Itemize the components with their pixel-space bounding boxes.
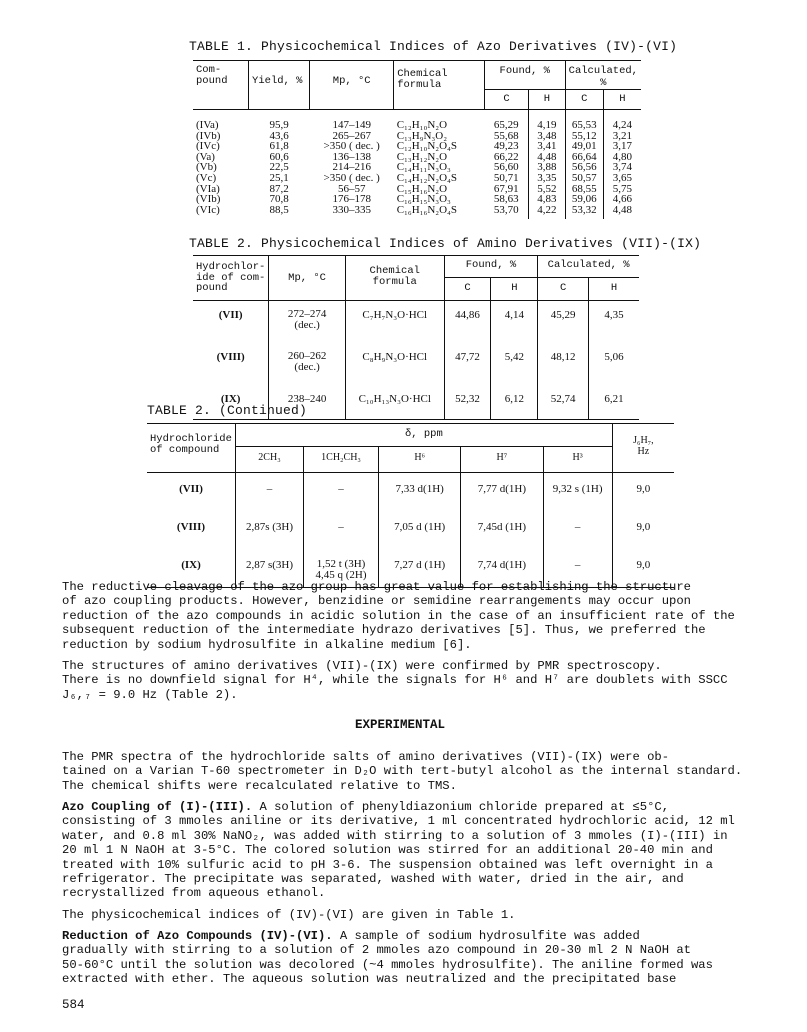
table2c-cell-h7: 7,45d (1H)	[461, 513, 543, 551]
table1-header-formula: Chemical formula	[394, 61, 485, 110]
paragraph-lead-heading: Reduction of Azo Compounds (IV)-(VI).	[62, 929, 333, 943]
text-line: subsequent reduction of the intermediate hydrazo derivatives [5]. Thus, we preferred the	[62, 623, 706, 638]
table1-header-calc-h: H	[603, 90, 641, 110]
text-line: reduction by sodium hydrosulfite in alkaline medium [6].	[62, 637, 472, 652]
paragraph-lead-heading: Azo Coupling of (I)-(III).	[62, 800, 253, 814]
text-line: treated with 10% sulfuric acid to pH 3-6. The suspension obtained was left overnight in a	[62, 857, 713, 872]
table-row	[147, 473, 674, 514]
paragraph-structures	[62, 659, 746, 702]
table2-header-formula: Chemical formula	[345, 256, 444, 301]
table2-caption: TABLE 2. Physicochemical Indices of Amino Derivatives (VII)-(IX)	[189, 236, 702, 251]
text-line: The structures of amino derivatives (VII)-(IX) were confirmed by PMR spectroscopy.	[62, 659, 662, 673]
table1-col-mp: 147–149 265–267 >350 ( dec. ) 136–138 214–216 >350 ( dec. ) 56–57 176–178 330–335	[323, 119, 380, 216]
text-line: The reductive cleavage of the azo group has great value for establishing the structure	[62, 580, 691, 594]
table2-cell-mp: 272–274 (dec.)	[269, 301, 346, 344]
table2-cell-found-h: 6,12	[491, 385, 538, 420]
table2c-header-ppm: δ, ppm	[235, 424, 612, 447]
text-line: 20 ml 1 N NaOH at 3-5°C. The colored solution was stirred for an additional 20-40 min and	[62, 843, 713, 858]
table1-col-found-h: 4,19 3,48 3,41 4,48 3,88 3,35 5,52 4,83 4,22	[529, 110, 565, 220]
table1-caption: TABLE 1. Physicochemical Indices of Azo Derivatives (IV)-(VI)	[189, 39, 678, 54]
table2c-cell-h6: 7,33 d(1H)	[379, 473, 461, 514]
table2c-cell-j: 9,0	[612, 473, 674, 514]
table1-header-found: Found, %	[484, 61, 565, 90]
table2-header-compound: Hydrochlor- ide of com- pound	[193, 256, 269, 301]
table1-header-mp: Mp, °C	[310, 61, 394, 110]
table2	[193, 255, 639, 420]
section-heading-experimental: EXPERIMENTAL	[355, 718, 446, 732]
table2-cell-compound: (IX)	[193, 385, 269, 420]
text-line: tained on a Varian T-60 spectrometer in D₂O with tert-butyl alcohol as the internal standard.	[62, 764, 743, 779]
table2c-cell-compound: (VIII)	[176, 521, 206, 533]
table2c-cell-h6: 7,27 d (1H)	[379, 551, 461, 588]
text-line: There is no downfield signal for H⁴, while the signals for H⁶ and H⁷ are doublets with SSCC	[62, 673, 728, 688]
table2c-cell-h3: –	[543, 513, 612, 551]
table2-header-found-c: C	[444, 278, 491, 301]
table2-cell-found-h: 4,14	[491, 301, 538, 344]
text-line: reduction of the azo compounds in acidic solution in the case of an insufficient rate of the	[62, 608, 735, 623]
table-row	[193, 343, 639, 385]
table2-cell-found-c: 44,86	[444, 301, 491, 344]
table2c-header-h7: H⁷	[461, 447, 543, 473]
text-line: The chemical shifts were recalculated relative to TMS.	[62, 778, 457, 793]
table2-cell-mp: 238–240	[269, 385, 346, 420]
table-row	[193, 301, 639, 344]
table1-header-calc-c: C	[565, 90, 603, 110]
text-line: J₆,₇ = 9.0 Hz (Table 2).	[62, 687, 238, 702]
text-line: recrystallized from aqueous ethanol.	[62, 886, 326, 901]
table2c-caption: TABLE 2. (Continued)	[147, 403, 308, 418]
table2-header-found: Found, %	[444, 256, 538, 278]
table2c-cell-2ch3: –	[235, 473, 303, 514]
table2c-cell-compound: (IX)	[147, 551, 235, 588]
page-number: 584	[62, 998, 85, 1012]
table2c-cell-2ch3: 2,87s (3H)	[235, 513, 303, 551]
table2c-header-compound: Hydrochloride of compound	[147, 424, 235, 473]
text-line: 50-60°C until the solution was decolored (~4 mmoles hydrosulfite). The aniline formed was	[62, 957, 713, 972]
paragraph-azo-coupling	[62, 800, 746, 901]
table2-cell-calc-h: 5,06	[589, 343, 639, 385]
table1-col-yield: 95,9 43,6 61,8 60,6 22,5 25,1 87,2 70,8 88,5	[269, 119, 289, 216]
table2-cell-calc-h: 4,35	[589, 301, 639, 344]
table2-cell-found-h: 5,42	[491, 343, 538, 385]
table2c-cell-ch2ch3: –	[304, 513, 379, 551]
table2c-cell-ch2ch3: 1,52 t (3H) 4,45 q (2H)	[304, 551, 379, 588]
table2c-cell-2ch3: 2,87 s(3H)	[235, 551, 303, 588]
table2-continued	[147, 423, 674, 588]
table1	[193, 60, 641, 219]
text-line: gradually with stirring to a solution of 2 mmoles azo compound in 20-30 ml 2 N NaOH at	[62, 943, 691, 958]
text-line: The physicochemical indices of (IV)-(VI) are given in Table 1.	[62, 908, 516, 922]
text-line: A solution of phenyldiazonium chloride prepared at ≤5°C,	[252, 800, 670, 814]
table1-col-formula: C₁₂H₁₀N₂O C₁₃H₉N₃O₂ C₁₂H₁₀N₂O₄S C₁₃H₁₂N₂O C₁₄H₁₁N₃O₃ C₁₄H₁₂N₂O₄S C₁₅H₁₆N₂O C₁₆H₁₅N₃O₃ C₁₆H₁₆N₂O₄S	[396, 119, 457, 216]
text-line: A sample of sodium hydrosulfite was added	[332, 929, 640, 943]
table2c-cell-h7: 7,74 d(1H)	[461, 551, 543, 588]
table2c-header-h6: H⁶	[379, 447, 461, 473]
table2-cell-compound: (VII)	[218, 309, 243, 321]
table2c-header-2ch3: 2CH₃	[235, 447, 303, 473]
table2-header-mp: Mp, °C	[269, 256, 346, 301]
table2c-cell-j: 9,0	[612, 551, 674, 588]
text-line: of azo coupling products. However, benzidine or semidine rearrangements may occur upon	[62, 594, 691, 609]
text-line: consisting of 3 mmoles aniline or its derivative, 1 ml concentrated hydrochloric acid, 12 ml	[62, 814, 735, 829]
text-line: water, and 0.8 ml 30% NaNO₂, was added with stirring to a solution of 3 mmoles (I)-(III) in	[62, 828, 728, 843]
paragraph-reductive-cleavage	[62, 580, 746, 652]
table-row	[147, 513, 674, 551]
table2-cell-formula: C₈H₉N₃O·HCl	[345, 343, 444, 385]
text-line: The PMR spectra of the hydrochloride salts of amino derivatives (VII)-(IX) were ob-	[62, 750, 670, 764]
table2c-header-h3: H³	[543, 447, 612, 473]
table2-cell-found-c: 52,32	[444, 385, 491, 420]
table1-header-found-h: H	[529, 90, 565, 110]
table2-cell-mp: 260–262 (dec.)	[269, 343, 346, 385]
table2-header-found-h: H	[491, 278, 538, 301]
table2c-cell-h6: 7,05 d (1H)	[379, 513, 461, 551]
table2c-header-j: J₆H₇, Hz	[612, 424, 674, 473]
table2-cell-formula: C₇H₇N₃O·HCl	[345, 301, 444, 344]
table2-header-calc-h: H	[589, 278, 639, 301]
table2-header-calc-c: C	[538, 278, 589, 301]
table2c-cell-compound: (VII)	[179, 483, 203, 495]
table1-col-compound: (IVa) (IVb) (IVc) (Va) (Vb) (Vc) (VIa) (VIb) (VIc)	[196, 119, 221, 216]
table2-header-calculated: Calculated, %	[538, 256, 639, 278]
table1-header-compound: Com- pound	[193, 61, 249, 110]
table2c-cell-ch2ch3: –	[304, 473, 379, 514]
table2c-cell-h7: 7,77 d(1H)	[461, 473, 543, 514]
paragraph-indices-reference	[62, 908, 746, 922]
table2-cell-calc-c: 48,12	[538, 343, 589, 385]
table2c-cell-j: 9,0	[612, 513, 674, 551]
table2-cell-formula: C₁₀H₁₃N₃O·HCl	[345, 385, 444, 420]
table1-col-found-c: 65,29 55,68 49,23 66,22 56,60 50,71 67,91 58,63 53,70	[493, 119, 519, 216]
text-line: refrigerator. The precipitate was separated, washed with water, dried in the air, and	[62, 872, 684, 887]
table2-cell-calc-c: 52,74	[538, 385, 589, 420]
table2-cell-found-c: 47,72	[444, 343, 491, 385]
table2-cell-compound: (VIII)	[216, 351, 245, 363]
table1-header-found-c: C	[484, 90, 528, 110]
paragraph-reduction	[62, 929, 746, 987]
table1-col-calc-h: 4,24 3,21 3,17 4,80 3,74 3,65 5,75 4,66 4,48	[603, 110, 641, 220]
table2c-header-ch2ch3: 1CH₂CH₃	[304, 447, 379, 473]
table1-col-calc-c: 65,53 55,12 49,01 66,64 56,56 50,57 68,55 59,06 53,32	[565, 110, 603, 220]
text-line: extracted with ether. The aqueous solution was neutralized and the precipitated base	[62, 972, 677, 987]
table2-cell-calc-h: 6,21	[589, 385, 639, 420]
table1-header-yield: Yield, %	[249, 61, 310, 110]
table1-header-calculated: Calculated, %	[565, 61, 641, 90]
table2c-cell-h3: –	[543, 551, 612, 588]
paragraph-pmr-spectra	[62, 750, 746, 793]
table2-cell-calc-c: 45,29	[538, 301, 589, 344]
table2c-cell-h3: 9,32 s (1H)	[543, 473, 612, 514]
